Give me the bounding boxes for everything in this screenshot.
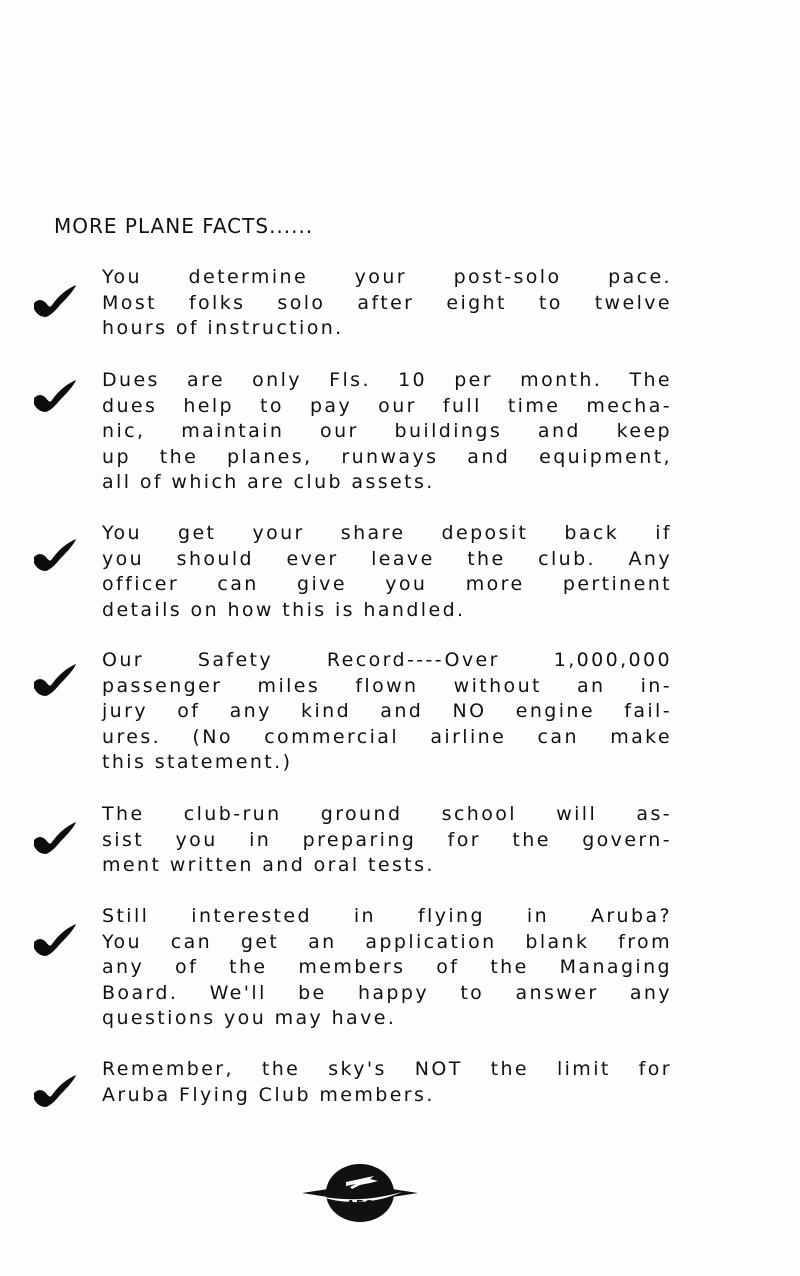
fact-text (102, 368, 672, 496)
checkmark-icon (30, 820, 78, 856)
fact-line: Remember, the sky's NOT the limit for (102, 1058, 672, 1080)
fact-line: Board. We'll be happy to answer any (102, 981, 672, 1004)
fact-line: dues help to pay our full time mecha- (102, 394, 672, 417)
fact-line: all of which are club assets. (102, 471, 435, 493)
page-heading: MORE PLANE FACTS...... (54, 214, 314, 238)
fact-text (102, 265, 672, 342)
fact-line: You can get an application blank from (102, 930, 672, 953)
checkmark-icon (30, 922, 78, 958)
fact-line: hours of instruction. (102, 317, 344, 339)
fact-line: officer can give you more pertinent (102, 573, 672, 595)
fact-line: details on how this is handled. (102, 598, 466, 621)
fact-line: Most folks solo after eight to twelve (102, 291, 672, 314)
fact-line: sist you in preparing for the govern- (102, 828, 672, 851)
fact-text (102, 521, 672, 623)
afc-airplane-logo-icon (300, 1162, 420, 1224)
fact-line: ment written and oral tests. (102, 854, 435, 876)
checkmark-icon (30, 537, 78, 573)
fact-line: Still interested in flying in Aruba? (102, 905, 672, 927)
fact-text (102, 802, 672, 879)
checkmark-icon (30, 1073, 78, 1109)
fact-text (102, 904, 672, 1032)
fact-line: ures. (No commercial airline can make (102, 725, 672, 748)
checkmark-icon (30, 283, 78, 319)
fact-line: questions you may have. (102, 1007, 397, 1029)
fact-line: Aruba Flying Club members. (102, 1083, 435, 1106)
fact-text (102, 1057, 672, 1108)
checkmark-icon (30, 662, 78, 698)
fact-line: Our Safety Record----Over 1,000,000 (102, 649, 672, 671)
fact-line: jury of any kind and NO engine fail- (102, 700, 672, 722)
fact-line: The club-run ground school will as- (102, 803, 672, 825)
checkmark-icon (30, 378, 78, 414)
fact-line: You get your share deposit back if (102, 522, 672, 544)
fact-line: passenger miles flown without an in- (102, 674, 672, 697)
logo-text: AFC (346, 1198, 374, 1211)
fact-line: this statement.) (102, 751, 293, 773)
fact-line: any of the members of the Managing (102, 956, 672, 978)
fact-line: up the planes, runways and equipment, (102, 445, 672, 468)
fact-text (102, 648, 672, 776)
fact-line: You determine your post-solo pace. (102, 266, 672, 288)
fact-line: you should ever leave the club. Any (102, 547, 672, 570)
fact-line: Dues are only Fls. 10 per month. The (102, 369, 672, 391)
fact-line: nic, maintain our buildings and keep (102, 420, 672, 442)
